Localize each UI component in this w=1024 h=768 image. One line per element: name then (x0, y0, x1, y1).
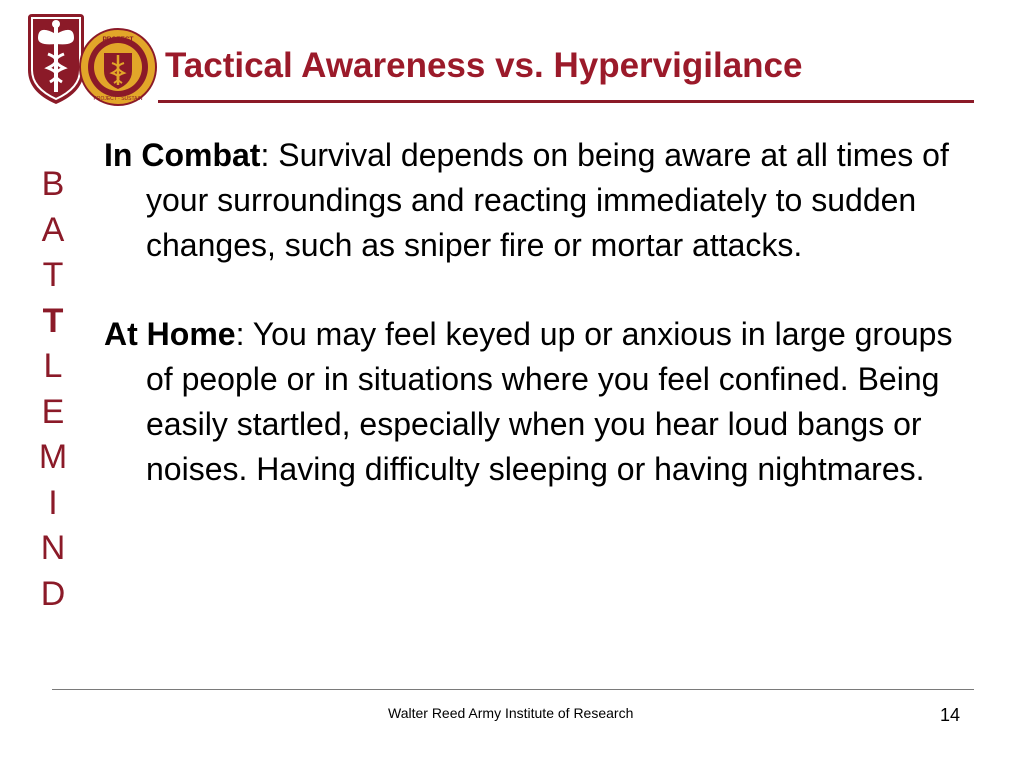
vertical-letter: E (41, 392, 65, 431)
seal-bottom-text: PROJECT · SUSTAIN (93, 96, 143, 102)
seal-top-text: PROTECT (102, 36, 134, 43)
vertical-letter: T (42, 256, 64, 294)
vertical-letter: L (43, 347, 63, 385)
at-home-heading: At Home (104, 316, 236, 352)
at-home-paragraph (104, 312, 964, 492)
at-home-text: : You may feel keyed up or anxious in large groups of people or in situations where you feel confined. Being easily startled, especially when you hear loud bangs or noises. Having difficulty sleeping or having nightmares. (146, 316, 953, 487)
slide-title: Tactical Awareness vs. Hypervigilance (165, 46, 803, 85)
battlemind-vertical-word (28, 162, 78, 617)
protect-sustain-seal-icon (78, 27, 158, 107)
vertical-letter-emphasized: T (42, 301, 64, 340)
vertical-letter: D (40, 574, 66, 613)
vertical-letter: A (41, 210, 65, 249)
footer-organization: Walter Reed Army Institute of Research (388, 705, 634, 721)
in-combat-paragraph (104, 133, 964, 268)
slide-body (104, 133, 964, 492)
in-combat-text: : Survival depends on being aware at all times of your surroundings and reacting immediately to sudden changes, such as sniper fire or mortar attacks. (146, 137, 949, 263)
vertical-letter: M (38, 438, 68, 476)
title-divider (158, 100, 974, 103)
vertical-letter: N (40, 529, 66, 567)
vertical-letter: I (48, 483, 58, 522)
vertical-letter: B (41, 165, 65, 203)
in-combat-heading: In Combat (104, 137, 261, 173)
footer-divider (52, 689, 974, 690)
page-number: 14 (940, 705, 961, 725)
